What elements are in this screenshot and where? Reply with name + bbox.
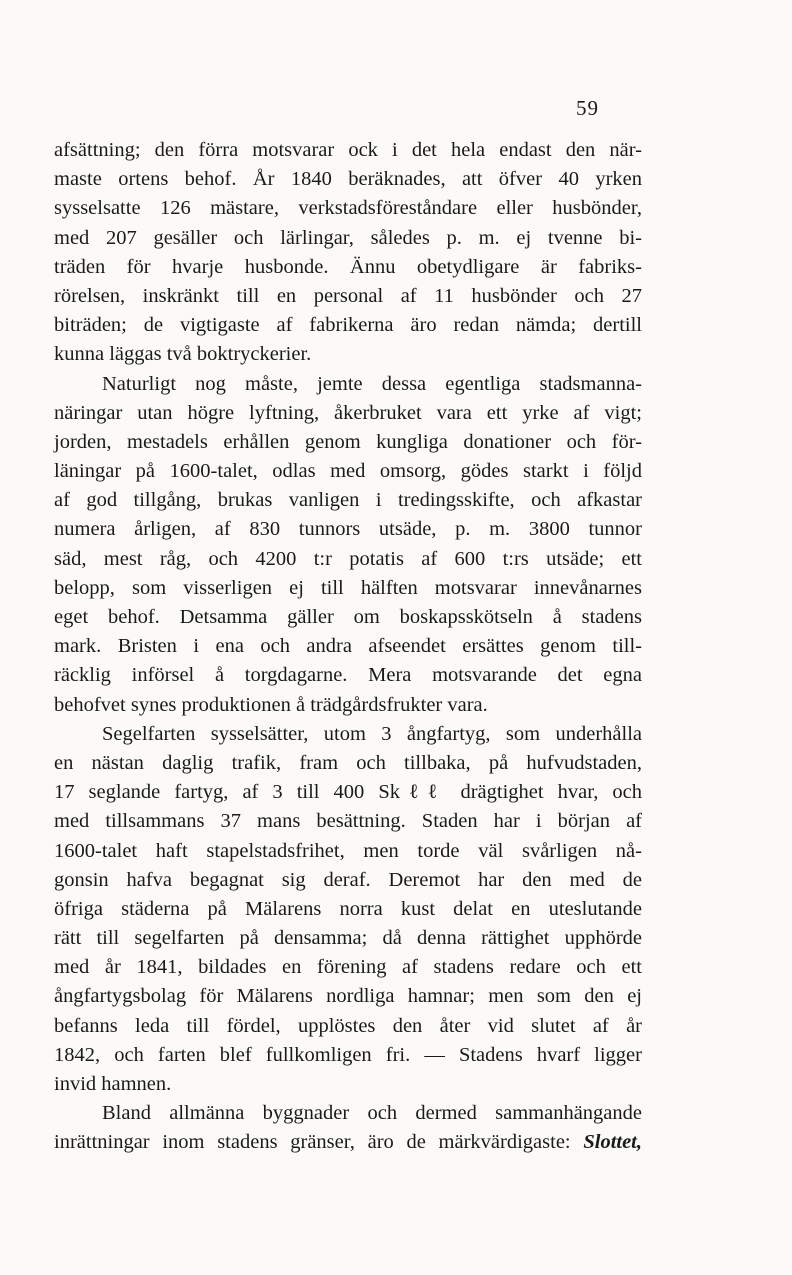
text-line-content: träden för hvarje husbonde. Ännu obetydligare är fabriks- xyxy=(54,255,642,278)
text-line xyxy=(54,136,642,165)
text-line xyxy=(54,428,642,457)
text-line xyxy=(54,661,642,690)
text-line xyxy=(54,749,642,778)
text-line-content: räcklig införsel å torgdagarne. Mera motsvarande det egna xyxy=(54,664,642,687)
text-line-content: jorden, mestadels erhållen genom kungliga donationer och för- xyxy=(54,430,642,453)
text-line-content: gonsin hafva begagnat sig deraf. Deremot har den med de xyxy=(54,868,642,891)
text-line xyxy=(54,807,642,836)
text-line-content: kunna läggas två boktryckerier. xyxy=(54,343,312,366)
text-line-content: 1600-talet haft stapelstadsfrihet, men torde väl svårligen nå- xyxy=(54,839,642,862)
text-line xyxy=(54,224,642,253)
text-line-content: biträden; de vigtigaste af fabrikerna äro redan nämda; dertill xyxy=(54,314,642,337)
text-line xyxy=(54,691,642,720)
text-line xyxy=(54,924,642,953)
text-line-content: rörelsen, inskränkt till en personal af 11 husbönder och 27 xyxy=(54,284,642,307)
text-line-content: ångfartygsbolag för Mälarens nordliga hamnar; men som den ej xyxy=(54,985,642,1008)
text-line xyxy=(54,866,642,895)
text-line-content: sysselsatte 126 mästare, verkstadsföreståndare eller husbönder, xyxy=(54,197,642,220)
text-line xyxy=(54,311,642,340)
text-line xyxy=(54,1099,642,1128)
text-line xyxy=(54,1070,642,1099)
text-line xyxy=(54,165,642,194)
text-line xyxy=(54,1041,642,1070)
text-line-content: invid hamnen. xyxy=(54,1073,172,1095)
text-line xyxy=(54,340,642,369)
text-line-content: Bland allmänna byggnader och dermed sammanhängande xyxy=(102,1102,642,1125)
text-line xyxy=(54,895,642,924)
text-line-content: läningar på 1600-talet, odlas med omsorg, gödes starkt i följd xyxy=(54,460,642,483)
text-line xyxy=(54,457,642,486)
body-text xyxy=(54,136,642,1158)
text-line xyxy=(54,720,642,749)
text-line-content: belopp, som visserligen ej till hälften motsvarar innevånarnes xyxy=(54,576,642,599)
text-line-content: med tillsammans 37 mans besättning. Staden har i början af xyxy=(54,810,642,833)
page-number: 59 xyxy=(576,96,599,120)
text-line-content: 17 seglande fartyg, af 3 till 400 Skℓℓ drägtighet hvar, och xyxy=(54,781,642,804)
text-line-content: rätt till segelfarten på densamma; då denna rättighet upphörde xyxy=(54,927,642,950)
text-line-content: öfriga städerna på Mälarens norra kust delat en uteslutande xyxy=(54,897,642,920)
text-line xyxy=(54,253,642,282)
text-line-content: afsättning; den förra motsvarar ock i det hela endast den när- xyxy=(54,139,642,161)
text-line-content: en nästan daglig trafik, fram och tillbaka, på hufvudstaden, xyxy=(54,751,642,774)
text-line xyxy=(54,1012,642,1041)
text-line-content: 1842, och farten blef fullkomligen fri. — Stadens hvarf ligger xyxy=(54,1043,642,1066)
text-line xyxy=(54,837,642,866)
text-line-content: med 207 gesäller och lärlingar, således p. m. ej tvenne bi- xyxy=(54,226,642,249)
text-line xyxy=(54,545,642,574)
text-line-content: med år 1841, bildades en förening af stadens redare och ett xyxy=(54,956,642,979)
text-line-content: af god tillgång, brukas vanligen i tredingsskifte, och afkastar xyxy=(54,489,642,512)
text-line xyxy=(54,194,642,223)
text-line xyxy=(54,486,642,515)
text-line-content: behofvet synes produktionen å trädgårdsfrukter vara. xyxy=(54,693,488,716)
text-line xyxy=(54,603,642,632)
text-line xyxy=(54,778,642,807)
text-line-content: näringar utan högre lyftning, åkerbruket vara ett yrke af vigt; xyxy=(54,401,642,424)
text-line-content: eget behof. Detsamma gäller om boskapsskötseln å stadens xyxy=(54,606,642,628)
text-line-content: befanns leda till fördel, upplöstes den åter vid slutet af år xyxy=(54,1014,642,1037)
text-line xyxy=(54,399,642,428)
text-line xyxy=(54,515,642,544)
italic-term: Slottet, xyxy=(583,1131,643,1154)
text-line xyxy=(54,574,642,603)
text-line-content: maste ortens behof. År 1840 beräknades, att öfver 40 yrken xyxy=(54,168,642,191)
text-line-content: mark. Bristen i ena och andra afseendet ersättes genom till- xyxy=(54,635,642,658)
text-line xyxy=(54,953,642,982)
text-line-content: Naturligt nog måste, jemte dessa egentliga stadsmanna- xyxy=(102,372,642,395)
text-line xyxy=(54,370,642,399)
text-line xyxy=(54,632,642,661)
text-line-content: Segelfarten sysselsätter, utom 3 ångfartyg, som underhålla xyxy=(102,722,642,745)
text-line-content: numera årligen, af 830 tunnors utsäde, p. m. 3800 tunnor xyxy=(54,518,642,541)
text-line xyxy=(54,982,642,1011)
text-line xyxy=(54,282,642,311)
text-line xyxy=(54,1128,642,1157)
text-line-content: inrättningar inom stadens gränser, äro de märkvärdigaste: xyxy=(54,1131,571,1154)
text-line-content: säd, mest råg, och 4200 t:r potatis af 600 t:rs utsäde; ett xyxy=(54,547,642,570)
